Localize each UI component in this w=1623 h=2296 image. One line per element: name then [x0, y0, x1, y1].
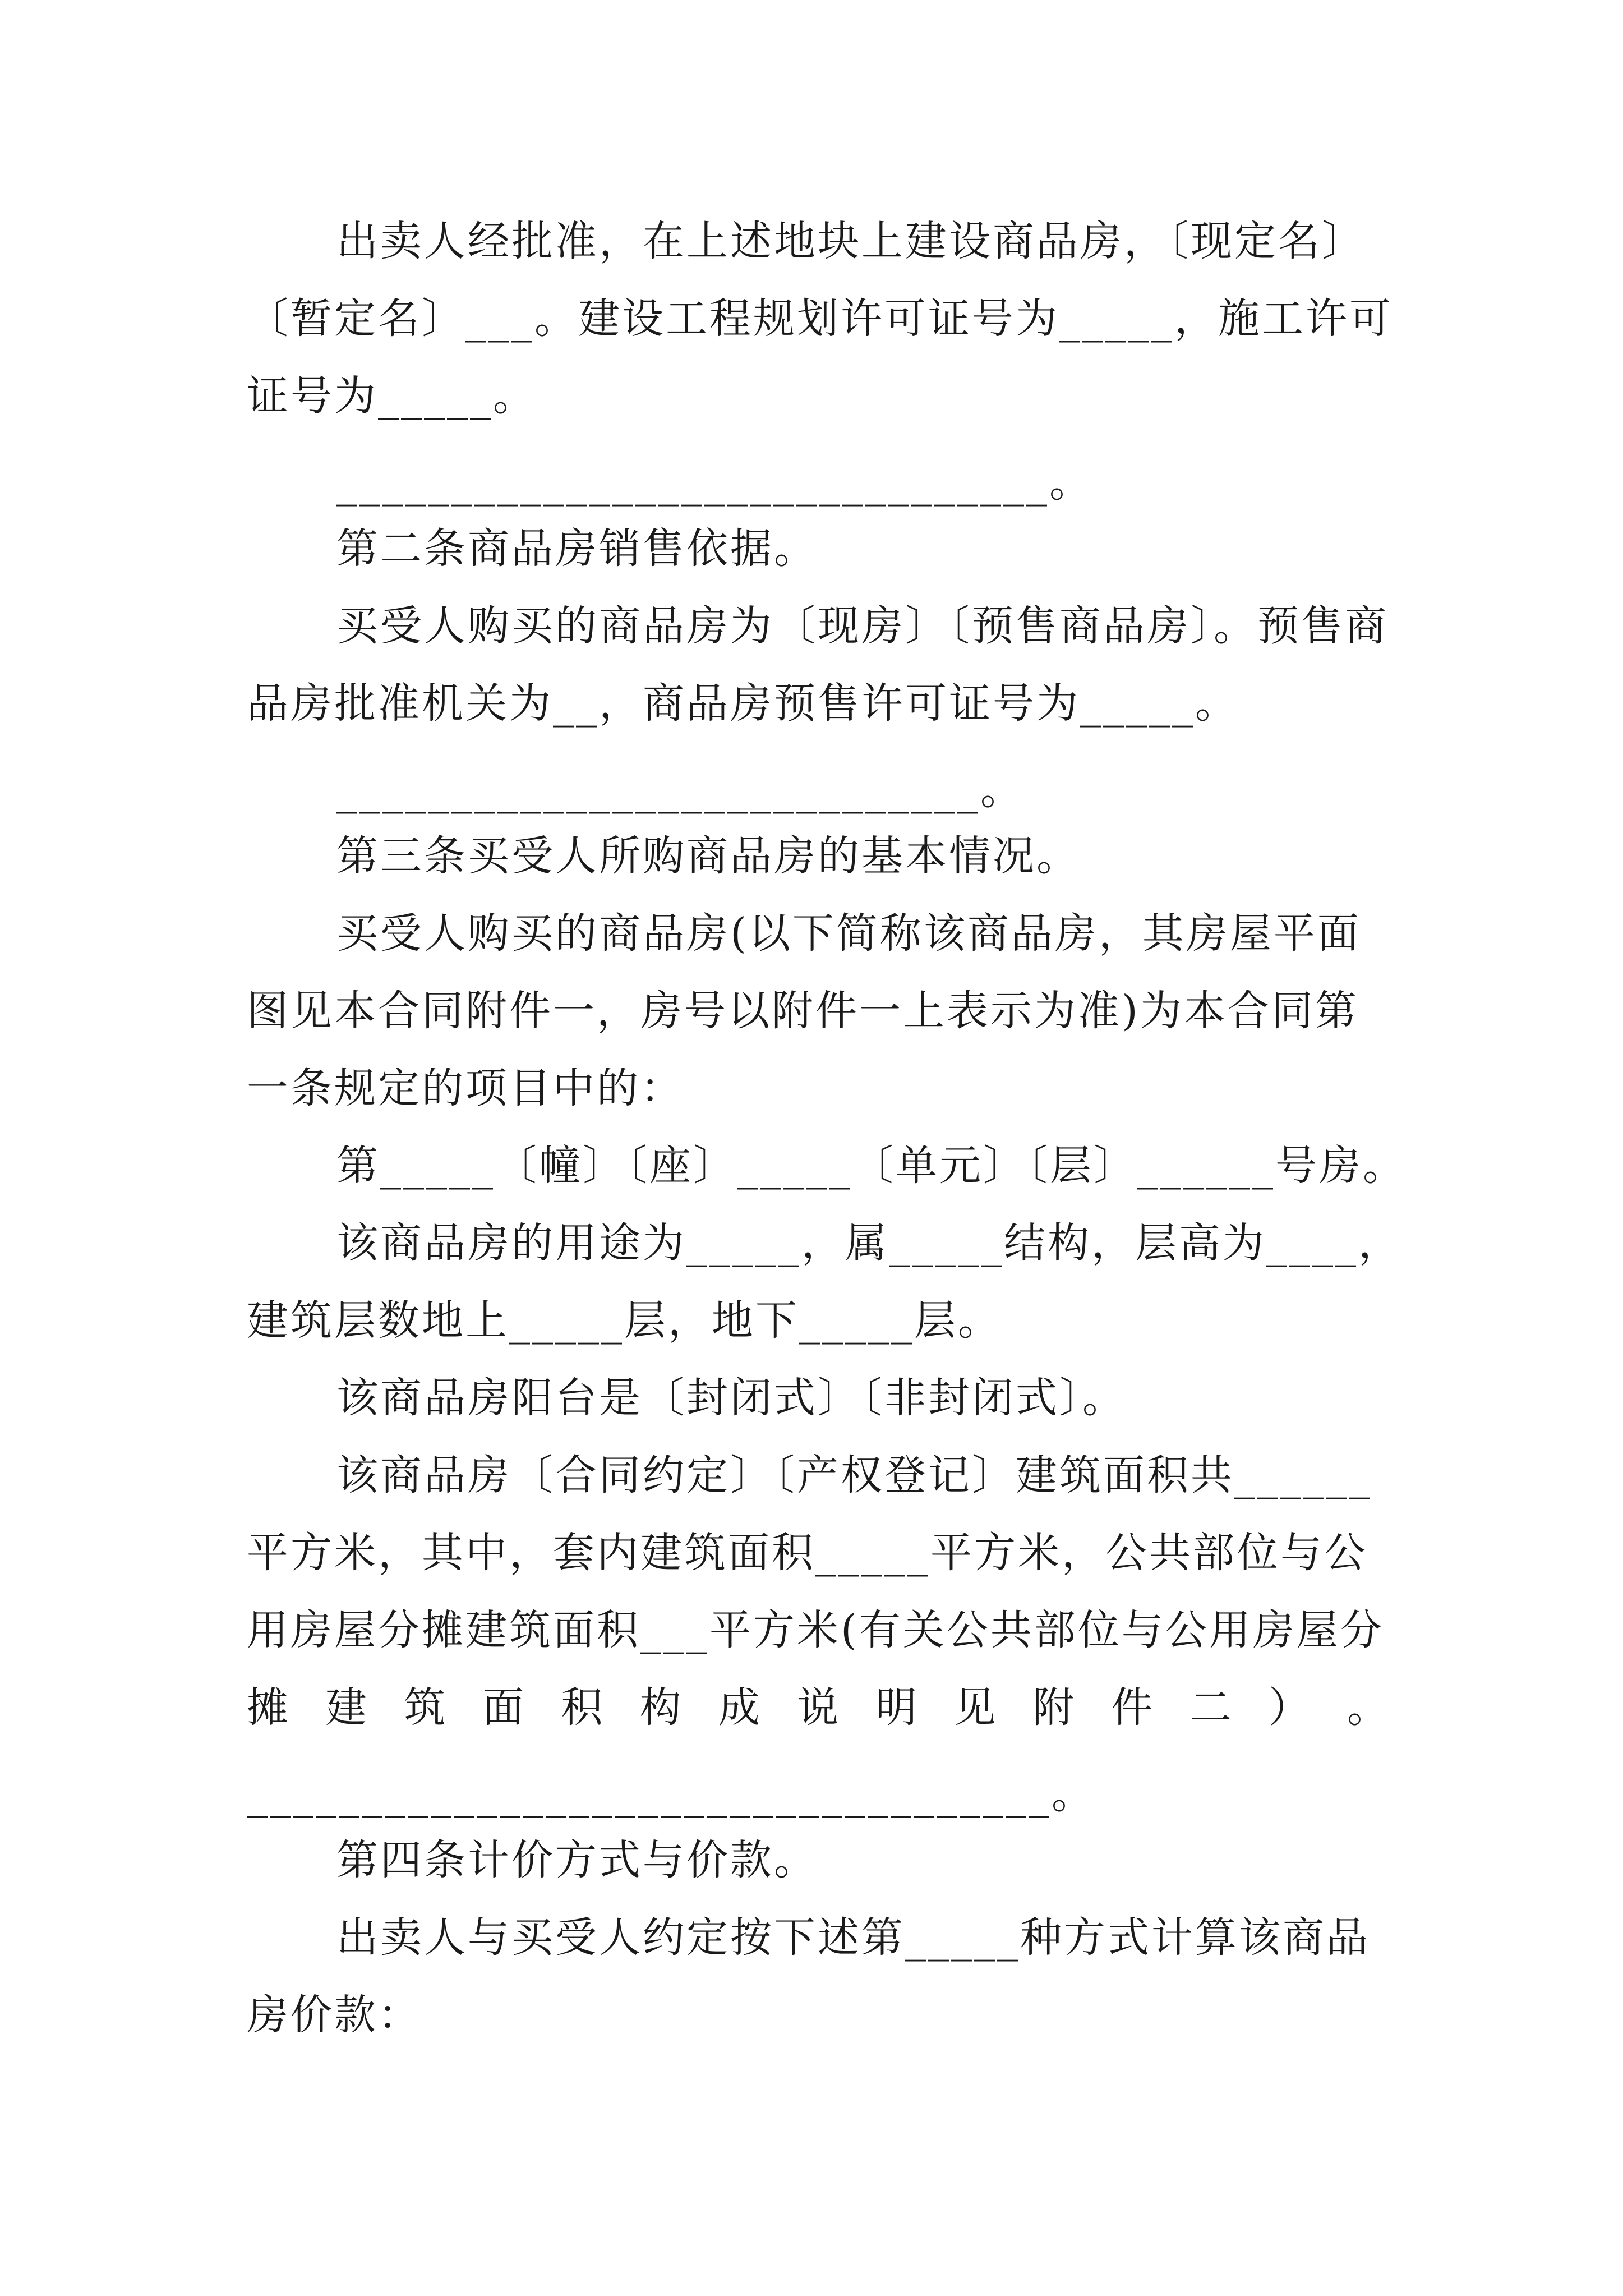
justified-char: 。	[1347, 1683, 1391, 1732]
justified-char: 件	[1111, 1683, 1155, 1732]
paragraph-line: 品房批准机关为__，商品房预售许可证号为_____。	[247, 679, 1239, 728]
paragraph-line: 该商品房阳台是〔封闭式〕〔非封闭式〕。	[336, 1374, 1126, 1422]
justified-char: 明	[875, 1683, 920, 1732]
paragraph-line: 该商品房的用途为_____，属_____结构，层高为____，	[336, 1219, 1402, 1267]
paragraph-line: 〔暂定名〕___。建设工程规划许可证号为_____，施工许可	[247, 295, 1393, 343]
justified-char: 见	[954, 1683, 998, 1732]
paragraph-line: 买受人购买的商品房(以下简称该商品房，其房屋平面	[336, 909, 1361, 958]
section-heading: 第二条商品房销售依据。	[336, 524, 818, 573]
justified-char: 二	[1189, 1683, 1234, 1732]
paragraph-line: 证号为_____。	[247, 372, 537, 420]
paragraph-line: 建筑层数地上_____层，地下_____层。	[247, 1296, 1002, 1345]
justified-char: 摊	[247, 1683, 291, 1732]
paragraph-line: 第_____〔幢〕〔座〕_____〔单元〕〔层〕______号房。	[336, 1142, 1407, 1190]
paragraph-line: 买受人购买的商品房为〔现房〕〔预售商品房〕。预售商	[336, 602, 1389, 650]
blank-line: ___________________________________。	[247, 1770, 1095, 1818]
section-heading: 第四条计价方式与价款。	[336, 1836, 818, 1884]
justified-char: 附	[1032, 1683, 1077, 1732]
paragraph-line: 用房屋分摊建筑面积___平方米(有关公共部位与公用房屋分	[247, 1606, 1384, 1654]
justified-char: 构	[639, 1683, 684, 1732]
paragraph-line: 平方米，其中，套内建筑面积_____平方米，公共部位与公	[247, 1529, 1368, 1577]
justified-char: 面	[482, 1683, 527, 1732]
justified-char: 建	[325, 1683, 370, 1732]
paragraph-line: 房价款：	[247, 1991, 422, 2039]
justified-char: ）	[1268, 1683, 1312, 1732]
paragraph-line: 该商品房〔合同约定〕〔产权登记〕建筑面积共______	[336, 1451, 1372, 1499]
justified-char: 筑	[404, 1683, 448, 1732]
justified-char: 积	[561, 1683, 605, 1732]
blank-line: _______________________________。	[336, 458, 1093, 507]
paragraph-line: 出卖人经批准，在上述地块上建设商品房，〔现定名〕	[336, 217, 1366, 265]
blank-line: ____________________________。	[336, 766, 1024, 814]
justified-char: 成	[718, 1683, 762, 1732]
paragraph-line: 出卖人与买受人约定按下述第_____种方式计算该商品	[336, 1913, 1370, 1962]
justified-line	[247, 1680, 1391, 1736]
paragraph-line: 图见本合同附件一，房号以附件一上表示为准)为本合同第	[247, 987, 1359, 1035]
paragraph-line: 一条规定的项目中的：	[247, 1064, 684, 1112]
section-heading: 第三条买受人所购商品房的基本情况。	[336, 832, 1080, 880]
justified-char: 说	[796, 1683, 841, 1732]
